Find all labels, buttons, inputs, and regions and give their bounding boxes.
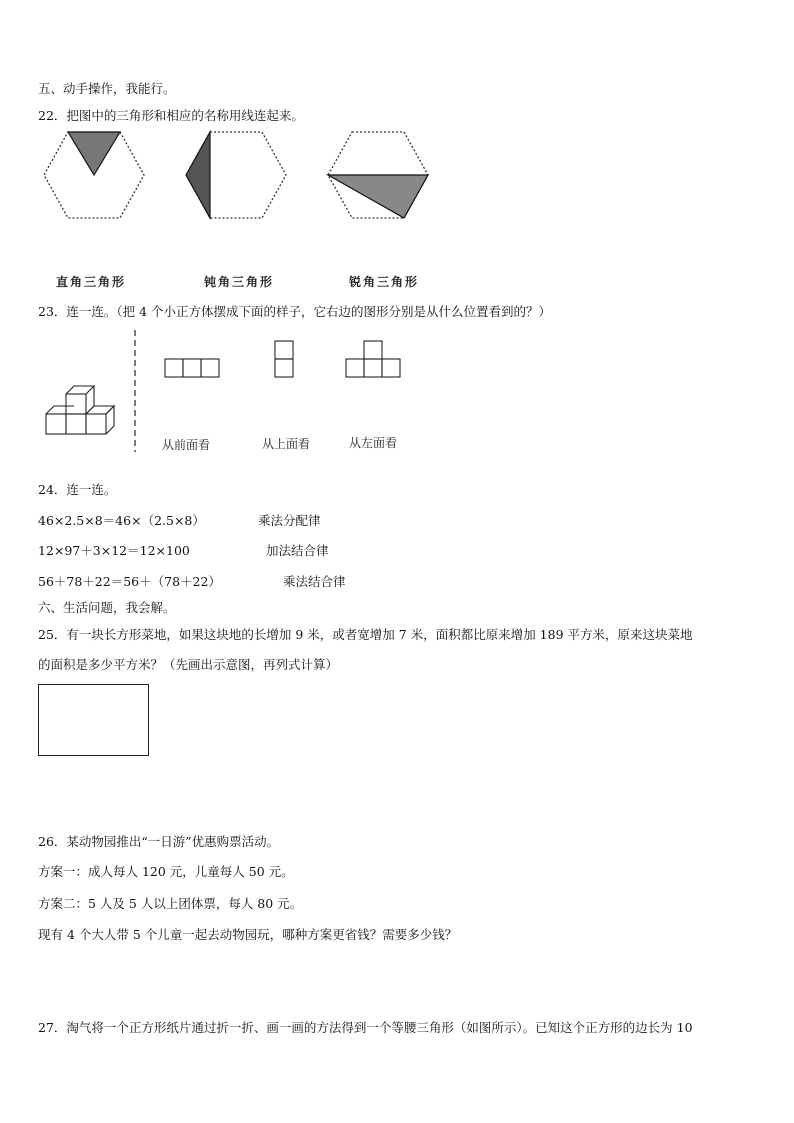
cube-stack-figure	[44, 378, 126, 438]
question-24-text: 24．连一连。	[38, 482, 117, 497]
plan-2-text: 方案二：5 人及 5 人以上团体票，每人 80 元。	[38, 896, 303, 911]
answer-drawing-box[interactable]	[38, 684, 149, 756]
shaded-triangle-2	[186, 132, 210, 218]
question-25-line-2: 的面积是多少平方米？（先画出示意图，再列式计算）	[38, 657, 339, 672]
shaded-triangle-1	[68, 132, 120, 175]
law-2: 加法结合律	[266, 543, 329, 558]
label-view-left: 从左面看	[349, 436, 398, 450]
label-obtuse-triangle: 钝角三角形	[204, 275, 275, 289]
equation-2: 12×97＋3×12＝12×100	[38, 543, 190, 558]
plan-1-text: 方案一：成人每人 120 元，儿童每人 50 元。	[38, 864, 294, 879]
view-figure-b	[274, 340, 296, 380]
equation-1: 46×2.5×8＝46×（2.5×8）	[38, 513, 205, 528]
view-figure-c	[345, 340, 405, 380]
section-5-title: 五、动手操作，我能行。	[38, 81, 176, 96]
hexagon-figure-3	[326, 130, 430, 220]
question-26-ask: 现有 4 个大人带 5 个儿童一起去动物园玩，哪种方案更省钱？需要多少钱？	[38, 927, 458, 942]
label-acute-triangle: 锐角三角形	[349, 275, 420, 289]
label-right-triangle: 直角三角形	[56, 275, 127, 289]
hexagon-figure-2	[184, 130, 288, 220]
equation-3: 56＋78＋22＝56＋（78＋22）	[38, 574, 221, 589]
dashed-divider	[132, 330, 138, 452]
question-25-line-1: 25．有一块长方形菜地，如果这块地的长增加 9 米，或者宽增加 7 米，面积都比原来增加 189 平方米，原来这块菜地	[38, 627, 693, 642]
question-23-text: 23．连一连。（把 4 个小正方体摆成下面的样子，它右边的图形分别是从什么位置看到的？）	[38, 304, 552, 319]
shaded-triangle-3	[328, 175, 428, 218]
view-figure-a	[164, 358, 222, 380]
question-27-text: 27．淘气将一个正方形纸片通过折一折、画一画的方法得到一个等腰三角形（如图所示）。已知这个正方形的边长为 10	[38, 1020, 693, 1035]
law-3: 乘法结合律	[283, 574, 346, 589]
label-view-front: 从前面看	[162, 438, 211, 452]
hexagon-figure-1	[42, 130, 146, 220]
question-22-text: 22．把图中的三角形和相应的名称用线连起来。	[38, 108, 304, 123]
law-1: 乘法分配律	[258, 513, 321, 528]
label-view-top: 从上面看	[262, 437, 311, 451]
section-6-title: 六、生活问题，我会解。	[38, 600, 176, 615]
question-26-text: 26．某动物园推出“一日游”优惠购票活动。	[38, 834, 280, 849]
